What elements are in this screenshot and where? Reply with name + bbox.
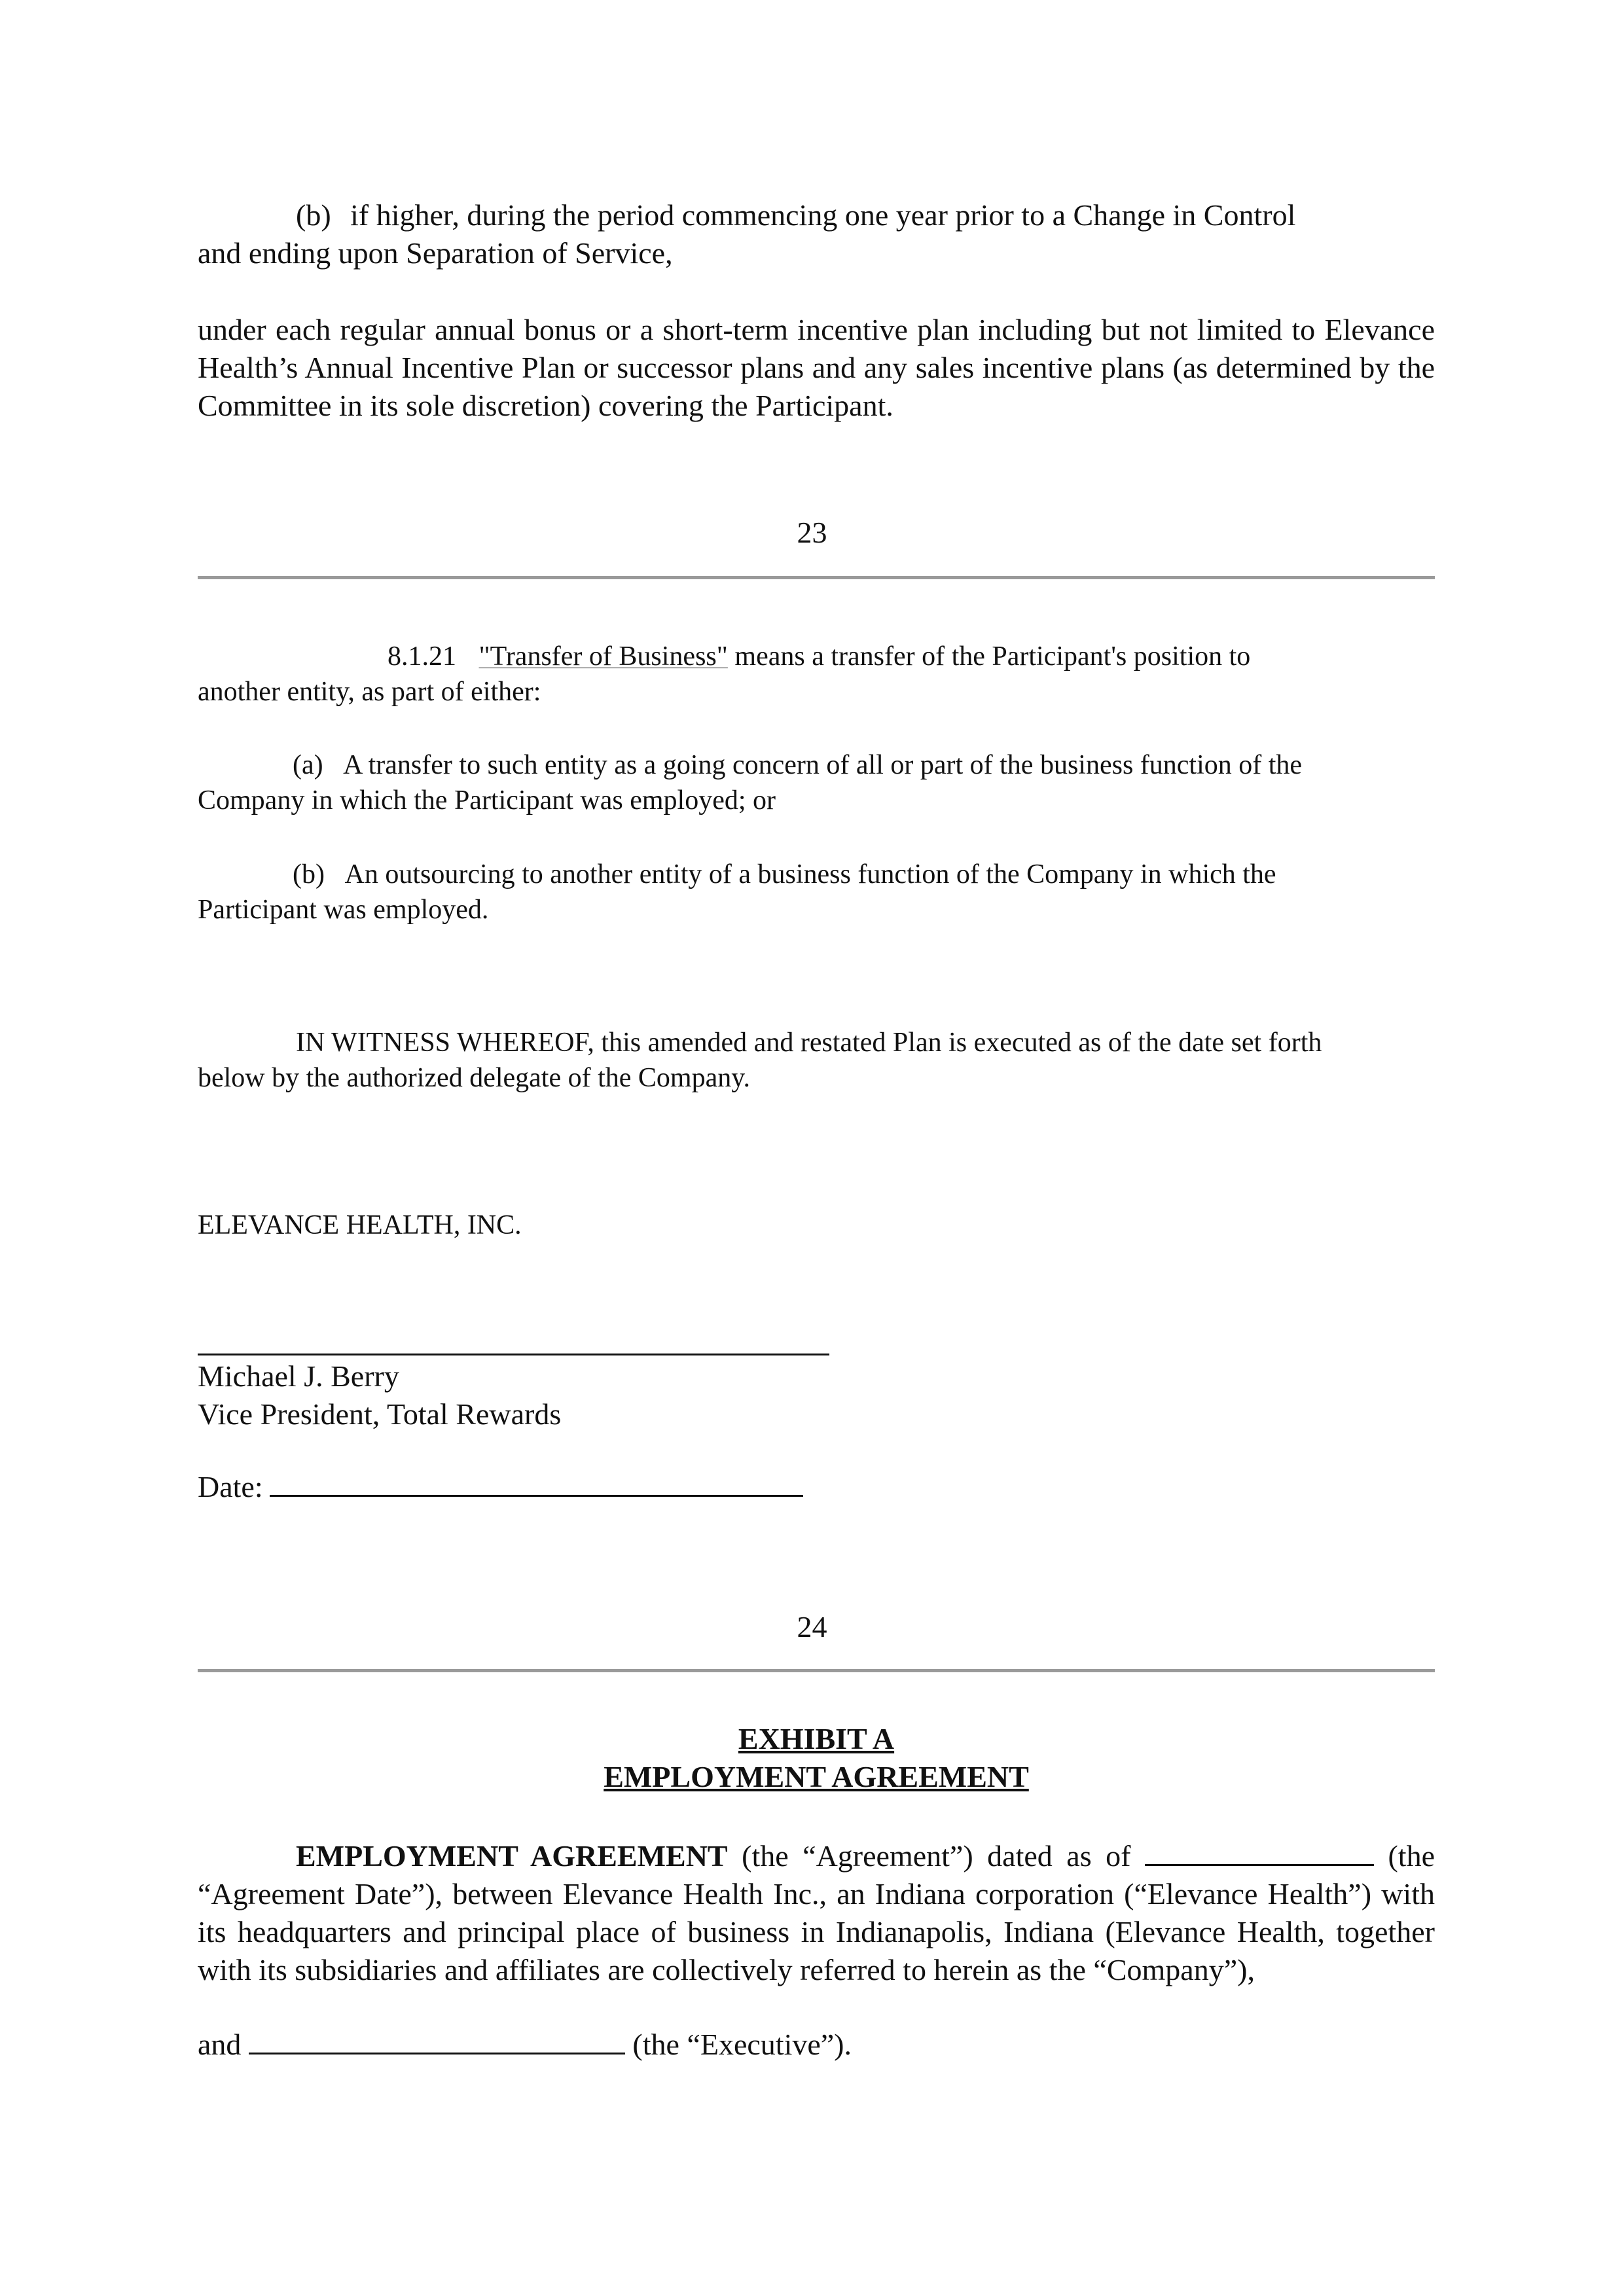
executive-text: (the “Executive”). (632, 2028, 852, 2061)
page-divider-1 (198, 576, 1435, 579)
bonus-plan-paragraph: under each regular annual bonus or a short-term incentive plan including but not limited to Elevance Health’s Annual Incentive Plan or successor plans and any sales incentive plans (as determined by the Committee in its sole discretion) covering the Participant. (198, 313, 1435, 422)
item-b (198, 857, 1435, 927)
exhibit-title-line2: EMPLOYMENT AGREEMENT (604, 1760, 1029, 1793)
date-line (270, 1466, 803, 1497)
clause-b-label: (b) (296, 198, 331, 232)
clause-b-line1: if higher, during the period commencing one year prior to a Change in Control (350, 198, 1296, 232)
agreement-intro (198, 1833, 1435, 1989)
item-a (198, 747, 1435, 818)
signer-name: Michael J. Berry (198, 1359, 399, 1393)
page-number-23: 23 (797, 516, 827, 549)
agreement-text1: (the “Agreement”) dated as of (742, 1839, 1131, 1873)
exhibit-title (198, 1720, 1435, 1796)
witness-line2: below by the authorized delegate of the Company. (198, 1063, 750, 1093)
page-number-24: 24 (797, 1610, 827, 1643)
item-b-label: (b) (293, 859, 325, 889)
section-number: 8.1.21 (388, 641, 456, 672)
company-name: ELEVANCE HEALTH, INC. (198, 1210, 522, 1240)
section-text-line1: means a transfer of the Participant's position to (734, 641, 1251, 672)
defined-term: "Transfer of Business" (478, 641, 728, 672)
date-row (198, 1466, 1435, 1506)
clause-b-higher (198, 196, 1435, 272)
item-b-line2: Participant was employed. (198, 895, 489, 925)
agreement-lead: EMPLOYMENT AGREEMENT (296, 1839, 728, 1873)
executive-row (198, 2021, 1435, 2064)
agreement-text2: (the “Agreement Date”), between Elevance Health Inc., an Indiana corporation (“Elevance Health”) with its headquarters and principal place of business in Indianapolis, Indiana (Elevance Health, together with its subsidiaries and affiliates are collectively referred to herein as the “Company”), (198, 1839, 1435, 1986)
section-8-1-21 (198, 639, 1435, 709)
witness-line1: IN WITNESS WHEREOF, this amended and restated Plan is executed as of the date set forth (296, 1028, 1322, 1058)
item-a-line2: Company in which the Participant was employed; or (198, 785, 776, 816)
date-label: Date: (198, 1470, 263, 1503)
and-label: and (198, 2028, 242, 2061)
item-a-line1: A transfer to such entity as a going concern of all or part of the business function of the (343, 750, 1303, 780)
page-divider-2 (198, 1669, 1435, 1672)
signer-title: Vice President, Total Rewards (198, 1397, 562, 1431)
signer-block (198, 1357, 1435, 1433)
exhibit-title-line1: EXHIBIT A (738, 1722, 895, 1755)
clause-b-line2: and ending upon Separation of Service, (198, 236, 673, 270)
section-text-line2: another entity, as part of either: (198, 677, 541, 707)
item-a-label: (a) (293, 750, 323, 780)
executive-blank (249, 2021, 625, 2054)
signature-line (198, 1354, 829, 1355)
item-b-line1: An outsourcing to another entity of a business function of the Company in which the (344, 859, 1276, 889)
witness-clause (198, 1025, 1435, 1096)
agreement-date-blank (1145, 1833, 1374, 1866)
